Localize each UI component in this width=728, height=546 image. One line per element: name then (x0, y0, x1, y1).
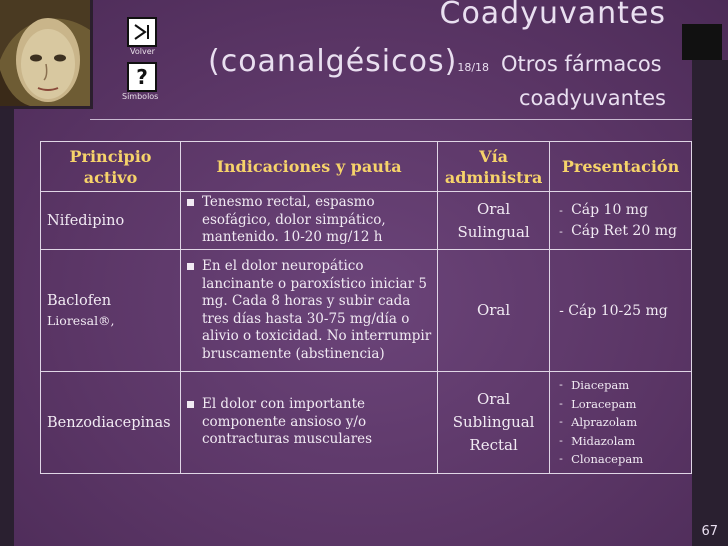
title-line-3: coadyuvantes (518, 86, 666, 110)
presentation-cell (550, 372, 692, 474)
title-line-2 (208, 44, 662, 79)
title-subtitle: Otros fármacos (501, 52, 662, 76)
drug-brand: Lioresal®, (47, 313, 115, 328)
portrait-image (0, 0, 93, 109)
presentation-item: - Alprazolam (559, 415, 638, 430)
drug-name: Nifedipino (47, 212, 125, 229)
indications-cell (180, 372, 437, 474)
right-decorative-strip (692, 60, 728, 546)
drug-cell (41, 192, 181, 250)
presentation-item: - Cáp 10 mg (559, 201, 649, 218)
via-item: Rectal (469, 436, 518, 454)
via-cell (438, 250, 550, 372)
table-header-row (41, 142, 692, 192)
presentation-item: - Loracepam (559, 396, 637, 411)
title-divider (90, 119, 692, 120)
simbolos-label: Símbolos (122, 92, 159, 101)
table-row (41, 372, 692, 474)
question-mark-icon: ? (136, 65, 148, 89)
via-item: Sulingual (457, 222, 530, 241)
via-cell (438, 372, 550, 474)
simbolos-button[interactable] (127, 62, 157, 92)
indications-cell (180, 250, 437, 372)
drug-name: Baclofen (47, 293, 112, 309)
indication-item: El dolor con importante componente ansioso y/o contracturas musculares (182, 396, 432, 449)
presentation-item: - Cáp 10-25 mg (559, 302, 668, 319)
indication-item: Tenesmo rectal, espasmo esofágico, dolor simpático, mantenido. 10-20 mg/12 h (182, 194, 432, 247)
top-right-dark-block (682, 24, 722, 60)
via-item: Oral (476, 199, 511, 218)
header-principio: Principio activo (41, 142, 181, 192)
indications-cell (180, 192, 437, 250)
indication-item: En el dolor neuropático lancinante o paroxístico iniciar 5 mg. Cada 8 horas y subir cada tres días hasta 30-75 mg/día o alivio o toxicidad. No interrumpir bruscamente (abstinencia) (182, 258, 432, 363)
drug-name: Benzodiacepinas (47, 414, 171, 431)
header-indicaciones: Indicaciones y pauta (180, 142, 437, 192)
table-row (41, 250, 692, 372)
header-via: Vía administra (438, 142, 550, 192)
header-presentacion: Presentación (550, 142, 692, 192)
presentation-item: - Clonacepam (559, 452, 644, 467)
title-main: (coanalgésicos) (208, 44, 458, 79)
left-decorative-strip (0, 108, 14, 546)
via-item: Oral (476, 301, 511, 319)
presentation-item: - Cáp Ret 20 mg (559, 222, 677, 239)
presentation-item: - Diacepam (559, 378, 630, 393)
page-number: 67 (701, 524, 718, 539)
volver-button[interactable] (127, 17, 157, 47)
volver-label: Volver (130, 47, 155, 56)
table-row (41, 192, 692, 250)
presentation-item: - Midazolam (559, 433, 636, 448)
via-item: Sublingual (452, 413, 535, 431)
skip-end-icon (132, 23, 152, 41)
drug-cell (41, 372, 181, 474)
presentation-cell (550, 192, 692, 250)
drug-cell (41, 250, 181, 372)
via-cell (438, 192, 550, 250)
title-line-1: Coadyuvantes (439, 0, 666, 31)
title-pagination: 18/18 (457, 61, 490, 74)
presentation-cell (550, 250, 692, 372)
via-item: Oral (476, 390, 511, 408)
drugs-table (40, 141, 692, 474)
